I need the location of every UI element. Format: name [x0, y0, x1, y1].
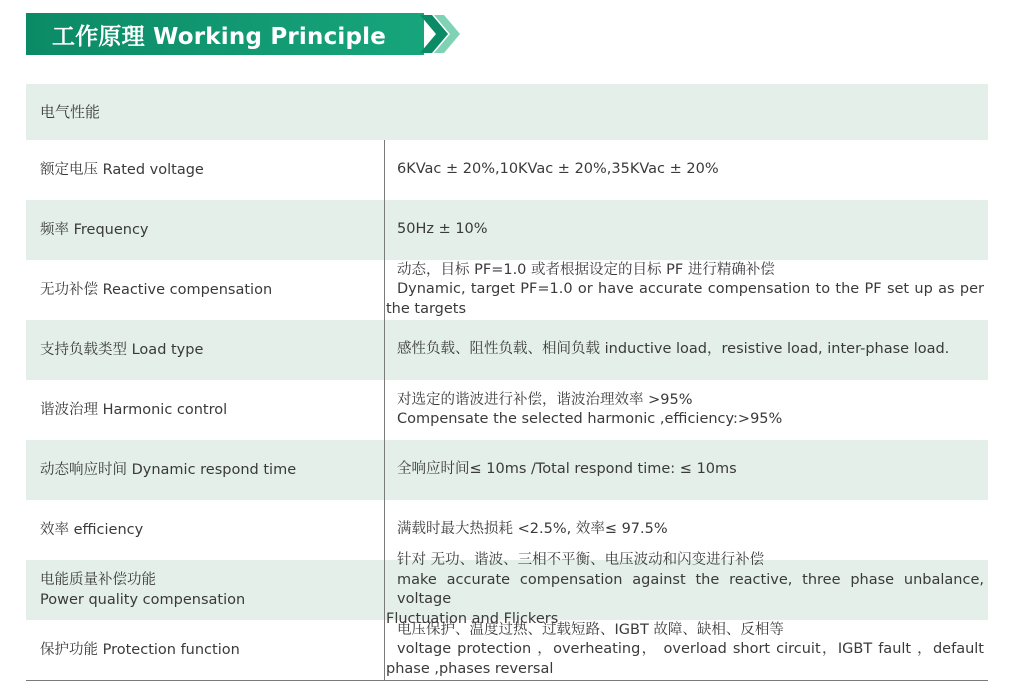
row-value [386, 140, 986, 200]
column-divider [384, 620, 385, 680]
row-label [40, 320, 380, 380]
row-value-line: voltage protection ，overheating， overload short circuit，IGBT fault ，default [397, 641, 984, 658]
row-value-line: 6KVac ± 20%,10KVac ± 20%,35KVac ± 20% [397, 161, 719, 178]
table-header-text: 电气性能 [40, 103, 101, 121]
row-label-line: Power quality compensation [40, 592, 246, 608]
table-bottom-rule [26, 680, 988, 681]
row-label [40, 440, 380, 500]
row-value-line: 电压保护、温度过热、过载短路、IGBT 故障、缺相、反相等 [397, 621, 784, 638]
row-value-line: the targets [386, 300, 467, 317]
table-row [26, 140, 988, 200]
column-divider [384, 440, 385, 500]
row-value [386, 552, 986, 627]
row-label [40, 140, 380, 200]
row-label [40, 620, 380, 680]
table-row [26, 320, 988, 380]
table-row [26, 552, 988, 627]
row-value-line: 全响应时间≤ 10ms /Total respond time: ≤ 10ms [397, 461, 737, 478]
row-value-line: 动态，目标 PF=1.0 或者根据设定的目标 PF 进行精确补偿 [397, 261, 775, 278]
row-value-line: Fluctuation and Flickers [386, 610, 559, 627]
row-label-line: 保护功能 Protection function [40, 642, 240, 658]
row-label-line: 额定电压 Rated voltage [40, 162, 204, 178]
column-divider [384, 140, 385, 200]
row-label [40, 500, 380, 560]
row-value-line: phase ,phases reversal [386, 660, 554, 677]
row-value [386, 380, 986, 440]
column-divider [384, 500, 385, 560]
column-divider [384, 320, 385, 380]
row-label-line: 电能质量补偿功能 [40, 572, 156, 588]
row-value-line: 对选定的谐波进行补偿，谐波治理效率 >95% [397, 391, 693, 408]
table-row [26, 380, 988, 440]
row-value-line: 针对 无功、谐波、三相不平衡、电压波动和闪变进行补偿 [397, 552, 765, 568]
column-divider [384, 380, 385, 440]
column-divider [384, 560, 385, 620]
row-value-line: 50Hz ± 10% [397, 221, 488, 238]
row-value [386, 260, 986, 320]
row-value [386, 200, 986, 260]
title-banner [26, 13, 424, 55]
row-label [40, 380, 380, 440]
row-value-line: Dynamic, target PF=1.0 or have accurate compensation to the PF set up as per [397, 281, 984, 298]
table-row [26, 260, 988, 320]
row-label-line: 支持负载类型 Load type [40, 342, 204, 358]
row-label [40, 260, 380, 320]
row-value [386, 320, 986, 380]
column-divider [384, 200, 385, 260]
row-label-line: 频率 Frequency [40, 222, 149, 238]
row-value-line: 感性负载、阻性负载、相间负载 inductive load，resistive load, inter-phase load. [397, 341, 950, 358]
row-label-line: 无功补偿 Reactive compensation [40, 282, 273, 298]
table-header-label [40, 84, 380, 140]
chevron-right-icon [418, 13, 464, 55]
table-row [26, 440, 988, 500]
row-value-line: 满载时最大热损耗 <2.5%, 效率≤ 97.5% [397, 521, 668, 538]
row-label [40, 200, 380, 260]
row-label-line: 动态响应时间 Dynamic respond time [40, 462, 297, 478]
column-divider [384, 260, 385, 320]
table-row [26, 620, 988, 680]
row-value [386, 440, 986, 500]
table-row [26, 200, 988, 260]
row-label [40, 560, 380, 620]
page-title: 工作原理 Working Principle [52, 23, 387, 50]
row-value-line: make accurate compensation against the reactive, three phase unbalance, voltage [397, 571, 984, 607]
row-value-line: Compensate the selected harmonic ,efficiency:>95% [397, 411, 783, 427]
table-header-row [26, 84, 988, 140]
row-label-line: 效率 efficiency [40, 522, 144, 538]
row-label-line: 谐波治理 Harmonic control [40, 402, 228, 418]
row-value [386, 620, 986, 680]
